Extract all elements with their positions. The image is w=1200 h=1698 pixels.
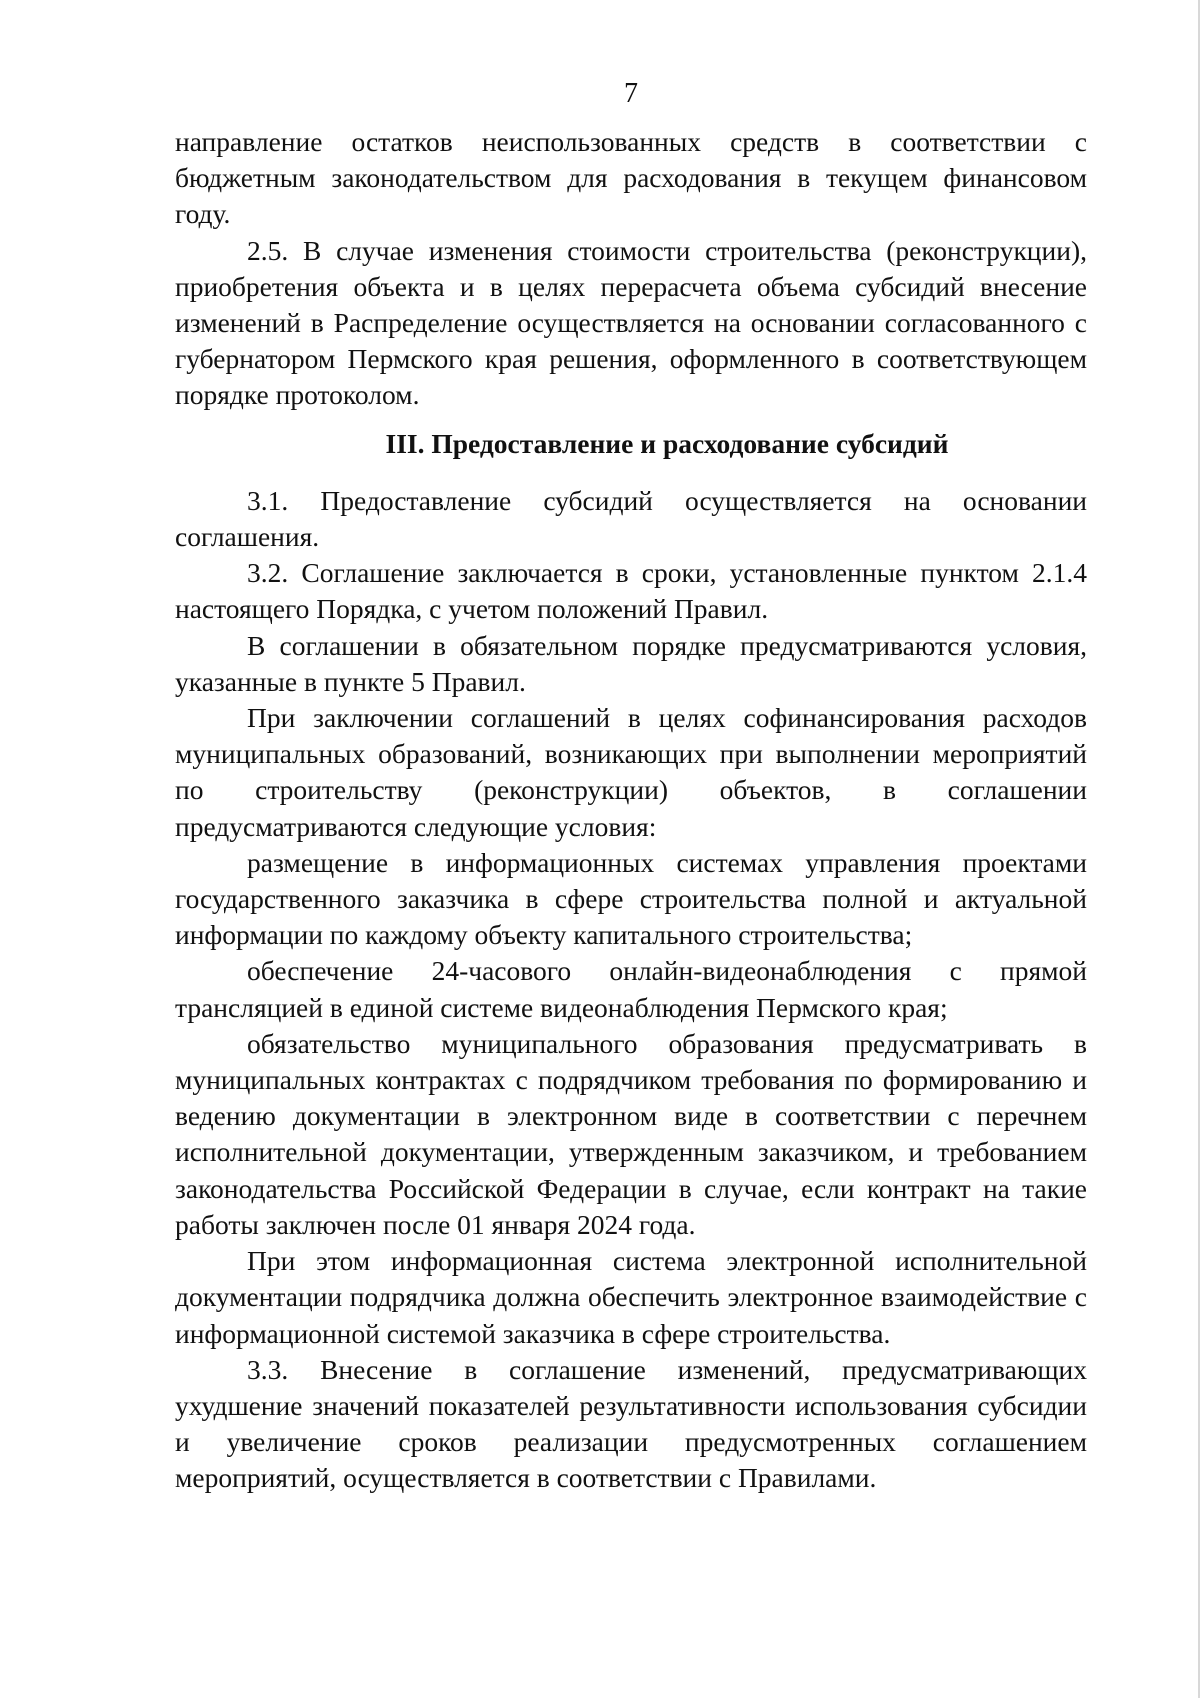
paragraph-3-1: 3.1. Предоставление субсидий осуществляется на основании соглашения. [175,484,1087,553]
paragraph-info-systems: размещение в информационных системах управления проектами государственного заказчика в сфере строительства полной и актуальной информации по каждому объекту капитального строительства; [175,846,1087,951]
paragraph-3-2: 3.2. Соглашение заключается в сроки, установленные пунктом 2.1.4 настоящего Порядка, с учетом положений Правил. [175,557,1087,625]
paragraph-info-system-interaction: При этом информационная система электронной исполнительной документации подрядчика должна обеспечить электронное взаимодействие с информационной системой заказчика в сфере строительства. [175,1245,1087,1349]
paragraph-cofinancing: При заключении соглашений в целях софинансирования расходов муниципальных образований, возникающих при выполнении мероприятий по строительству (реконструкции) объектов, в соглашении предусматриваются следующие условия: [175,702,1087,842]
paragraph-3-3: 3.3. Внесение в соглашение изменений, предусматривающих ухудшение значений показателей результативности использования субсидии и увеличение сроков реализации предусмотренных соглашением мероприятий, осуществляется в соответствии с Правилами. [175,1353,1087,1494]
document-body [175,124,1087,1497]
paragraph-agreement-conditions: В соглашении в обязательном порядке предусматриваются условия, указанные в пункте 5 Правил. [175,629,1087,697]
paragraph-municipal-obligation: обязательство муниципального образования предусматривать в муниципальных контрактах с подрядчиком требования по формированию и ведению документации в электронном виде в соответствии с перечнем исполнительной документации, утвержденным заказчиком, и требованием законодательства Российской Федерации в случае, если контракт на такие работы заключен после 01 января 2024 года. [175,1027,1087,1240]
paragraph-video-surveillance: обеспечение 24-часового онлайн-видеонаблюдения с прямой трансляцией в единой системе видеонаблюдения Пермского края; [175,955,1087,1023]
paragraph-2-5: 2.5. В случае изменения стоимости строительства (реконструкции), приобретения объекта и в целях перерасчета объема субсидий внесение изменений в Распределение осуществляется на основании согласованного с губернатором Пермского края решения, оформленного в соответствующем порядке протоколом. [175,234,1087,411]
page-number: 7 [624,78,638,109]
section-heading: III. Предоставление и расходование субсидий [385,427,949,459]
paragraph-continued: направление остатков неиспользованных средств в соответствии с бюджетным законодательством для расходования в текущем финансовом году. [175,126,1087,230]
